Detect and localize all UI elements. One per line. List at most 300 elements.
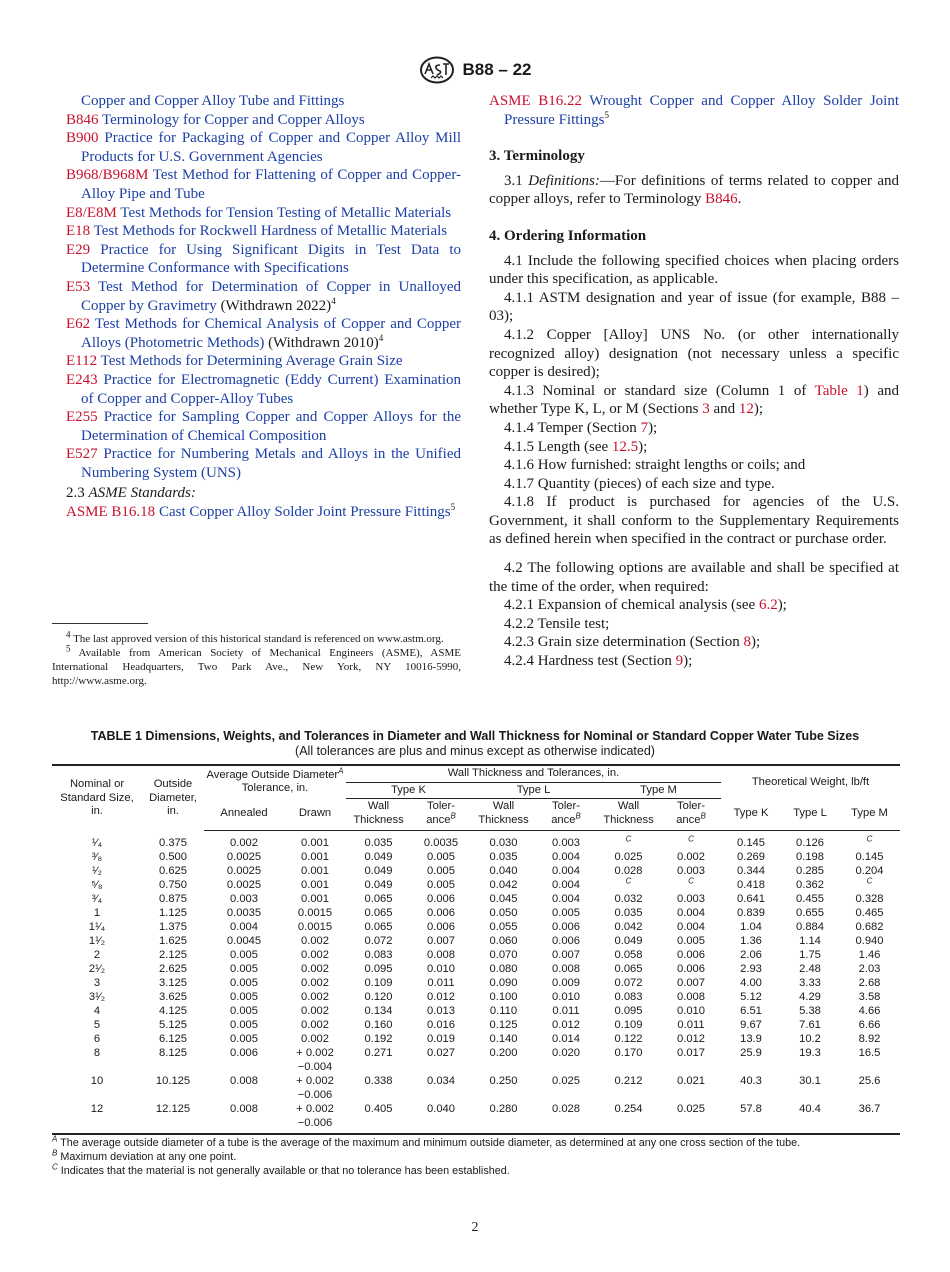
table-cell: 57.8 <box>721 1102 781 1134</box>
table-cell: 0.006 <box>230 1047 258 1059</box>
table-cell: 0.006 <box>427 907 455 919</box>
section-4-heading: 4. Ordering Information <box>489 227 647 244</box>
header-type-k: Type K <box>346 782 471 799</box>
table-row <box>52 1032 900 1046</box>
table-cell: C <box>688 834 694 844</box>
para-3-1: 3.1 Definitions:—For definitions of terms related to copper and copper alloys, refer to Terminology B846. <box>489 172 899 208</box>
table-cell: 0.204 <box>855 865 884 877</box>
table-cell: 4.66 <box>858 1005 881 1017</box>
table-cell: 0.002 <box>301 977 329 989</box>
table-cell: 0.006 <box>427 921 455 933</box>
table-cell: 0.008 <box>552 963 580 975</box>
table-cell: 0.002 <box>301 935 329 947</box>
table-cell: 0.012 <box>427 991 455 1003</box>
section-3-heading: 3. Terminology <box>489 148 585 165</box>
xref-b846[interactable]: B846 <box>705 191 738 208</box>
header-avg-od-tolerance: Average Outside Diameter$^A$ Tolerance, in. <box>204 765 346 799</box>
reference-code[interactable]: E18 <box>66 223 91 240</box>
para-4-1-8: 4.1.8 If product is purchased for agencies of the U.S. Government, it shall conform to the Supplementary Requirements as defined herein when specified in the contract or purchase order. <box>489 494 899 548</box>
reference-title[interactable]: Terminology for Copper and Copper Alloys <box>102 111 365 128</box>
reference-item[interactable] <box>66 445 461 482</box>
xref-12-5[interactable]: 12.5 <box>611 438 639 455</box>
table-cell: 0.083 <box>614 991 643 1003</box>
header-type-l: Type L <box>471 782 596 799</box>
table-cell: 0.049 <box>614 935 643 947</box>
table-cell: 0.641 <box>737 893 765 905</box>
table-row <box>52 990 900 1004</box>
table-cell: 8.92 <box>858 1033 881 1045</box>
table-cell: 0.0025 <box>226 851 262 863</box>
table-cell: 0.109 <box>614 1019 643 1031</box>
table-cell: 2¹⁄₂ <box>88 963 106 975</box>
reference-item[interactable] <box>66 222 461 241</box>
reference-title[interactable]: Cast Copper Alloy Solder Joint Pressure Fittings <box>158 504 451 521</box>
reference-item[interactable] <box>66 315 461 352</box>
table-cell: 2.48 <box>799 963 821 975</box>
header-wall-k: Wall Thickness <box>346 799 411 831</box>
table-cell: 2.03 <box>858 963 881 975</box>
table-cell: 0.042 <box>614 921 643 933</box>
footnote-mark: 4 <box>331 295 336 306</box>
table-cell: 3 <box>93 977 101 989</box>
table-cell: 0.145 <box>855 851 884 863</box>
table-cell: 7.61 <box>799 1019 821 1031</box>
reference-title[interactable]: Test Methods for Determining Average Grain Size <box>100 353 403 370</box>
reference-item[interactable] <box>66 129 461 166</box>
table-cell: 30.1 <box>799 1075 821 1087</box>
table-cell: 0.0015 <box>297 907 333 919</box>
table-cell: 0.280 <box>471 1102 536 1134</box>
table-cell: 3¹⁄₂ <box>88 991 106 1003</box>
table-cell: 1.625 <box>159 935 187 947</box>
reference-title[interactable]: Copper and Copper Alloy Tube and Fittings <box>81 93 345 109</box>
right-column <box>489 92 899 671</box>
table-cell: 1 <box>93 907 101 919</box>
table-cell: 0.001 <box>301 865 329 877</box>
reference-code[interactable]: E53 <box>66 278 91 295</box>
table-cell: 0.007 <box>552 949 580 961</box>
header-wall-l: Wall Thickness <box>471 799 536 831</box>
table-note: $^B$ Maximum deviation at any one point. <box>52 1148 237 1163</box>
reference-code[interactable]: E527 <box>66 446 98 463</box>
table-cell: 0.012 <box>552 1019 580 1031</box>
left-column <box>66 92 461 522</box>
table-cell: 2 <box>93 949 101 961</box>
table-cell: 0.055 <box>489 921 518 933</box>
table-row <box>52 831 900 851</box>
table-cell: 0.005 <box>230 949 258 961</box>
reference-item[interactable] <box>66 352 461 371</box>
table-cell: 0.002 <box>230 837 258 849</box>
table-cell: 0.418 <box>737 879 765 891</box>
reference-title[interactable]: Wrought Copper and Copper Alloy Solder Joint Pressure Fittings <box>504 93 900 128</box>
reference-title[interactable]: Test Method for Flattening of Copper and Copper-Alloy Pipe and Tube <box>81 167 462 202</box>
table-cell: 0.010 <box>677 1005 705 1017</box>
table-cell: 0.028 <box>536 1102 596 1134</box>
para-4-1-7: 4.1.7 Quantity (pieces) of each size and type. <box>504 475 775 492</box>
reference-code[interactable]: E62 <box>66 316 91 333</box>
table-cell: 0.001 <box>301 893 329 905</box>
table-cell: + 0.002 −0.006 <box>284 1102 346 1134</box>
header-weight-l: Type L <box>781 799 839 831</box>
page-number: 2 <box>471 1220 479 1235</box>
xref-table-1[interactable]: Table 1 <box>814 382 864 399</box>
table-cell: 10.125 <box>155 1075 191 1087</box>
table-row <box>52 1046 900 1074</box>
table-cell: 6 <box>93 1033 101 1045</box>
table-cell: 0.006 <box>677 963 705 975</box>
para-4-2-3: 4.2.3 Grain size determination (Section 8); <box>504 634 761 651</box>
table-cell: 0.045 <box>489 893 518 905</box>
table-cell: 0.007 <box>677 977 705 989</box>
table-cell: 0.025 <box>614 851 643 863</box>
table-cell: 0.250 <box>489 1075 518 1087</box>
reference-item[interactable] <box>66 92 461 111</box>
table-cell: 0.008 <box>677 991 705 1003</box>
reference-code[interactable]: E29 <box>66 241 91 258</box>
table-1-notes <box>52 1136 912 1178</box>
table-cell: 0.027 <box>427 1047 455 1059</box>
reference-title[interactable]: Practice for Packaging of Copper and Copper Alloy Mill Products for U.S. Government Agencies <box>81 130 461 165</box>
table-cell: 0.198 <box>796 851 824 863</box>
header-weight-k: Type K <box>721 799 781 831</box>
table-cell: 13.9 <box>740 1033 762 1045</box>
table-cell: 8.125 <box>159 1047 187 1059</box>
table-cell: 0.0015 <box>297 921 333 933</box>
table-cell: 0.016 <box>427 1019 455 1031</box>
table-cell: 0.005 <box>677 935 705 947</box>
table-cell: 0.109 <box>364 977 393 989</box>
table-cell: 0.072 <box>614 977 643 989</box>
table-cell: 1.14 <box>799 935 821 947</box>
table-cell: 1.46 <box>858 949 881 961</box>
table-cell: 5 <box>93 1019 101 1031</box>
table-row <box>52 948 900 962</box>
table-cell: + 0.002 −0.004 <box>296 1047 334 1073</box>
reference-code[interactable]: B846 <box>66 111 99 128</box>
para-4-1-5: 4.1.5 Length (see 12.5); <box>504 438 648 455</box>
table-cell: 0.034 <box>427 1075 455 1087</box>
xref-section-9[interactable]: 9 <box>675 653 684 670</box>
para-4-1-3: 4.1.3 Nominal or standard size (Column 1 of Table 1) and whether Type K, L, or M (Sections 3 and 12); <box>489 382 899 418</box>
reference-item[interactable] <box>66 371 461 408</box>
table-cell: 0.095 <box>614 1005 643 1017</box>
table-cell: 0.285 <box>796 865 824 877</box>
reference-title[interactable]: Practice for Sampling Copper and Copper Alloys for the Determination of Chemical Composition <box>81 409 462 444</box>
table-1-subtitle: (All tolerances are plus and minus except as otherwise indicated) <box>295 744 655 758</box>
table-cell: 1.125 <box>159 907 187 919</box>
reference-code[interactable]: ASME B16.18 <box>66 504 156 521</box>
header-drawn: Drawn <box>284 799 346 831</box>
para-4-2: 4.2 The following options are available and shall be specified at the time of the order, when required: <box>489 560 899 595</box>
reference-code[interactable]: ASME B16.22 <box>489 93 582 109</box>
header-toler-m: Toler-ance$^B$ <box>661 799 721 831</box>
table-cell: 12 <box>52 1102 142 1134</box>
table-cell: 0.072 <box>364 935 393 947</box>
table-cell: 0.013 <box>427 1005 455 1017</box>
table-cell: 6.51 <box>740 1005 762 1017</box>
table-cell: 0.010 <box>427 963 455 975</box>
footnote-mark: 5 <box>450 502 456 513</box>
table-cell: 0.362 <box>796 879 824 891</box>
table-cell: 1¹⁄₄ <box>88 921 106 933</box>
reference-title[interactable]: Test Methods for Rockwell Hardness of Metallic Materials <box>93 223 448 240</box>
table-cell: 1.75 <box>799 949 821 961</box>
reference-title[interactable]: Practice for Electromagnetic (Eddy Current) Examination of Copper and Copper-Alloy Tubes <box>81 371 462 407</box>
table-cell: C <box>625 876 632 886</box>
para-4-1-6: 4.1.6 How furnished: straight lengths or coils; and <box>504 457 806 474</box>
table-cell: 0.328 <box>855 893 884 905</box>
header-wall-group: Wall Thickness and Tolerances, in. <box>346 765 721 782</box>
reference-title[interactable]: Practice for Numbering Metals and Alloys in the Unified Numbering System (UNS) <box>81 446 461 481</box>
reference-item[interactable] <box>66 166 461 203</box>
table-cell: 5.38 <box>799 1005 821 1017</box>
para-4-2-1: 4.2.1 Expansion of chemical analysis (see 6.2); <box>504 597 787 614</box>
table-cell: 0.940 <box>855 935 884 947</box>
reference-item[interactable] <box>66 204 461 223</box>
table-note: $^A$ The average outside diameter of a tube is the average of the maximum and minimum outside diameter, as determined at any one cross section of the tube. <box>52 1134 801 1149</box>
table-cell: C <box>866 834 873 844</box>
table-cell: 0.004 <box>552 879 580 891</box>
table-cell: 0.839 <box>737 907 765 919</box>
table-cell: 0.042 <box>489 879 518 891</box>
table-cell: 0.002 <box>677 851 705 863</box>
table-cell: 0.134 <box>364 1005 393 1017</box>
table-cell: 0.001 <box>301 851 329 863</box>
table-cell: 9.67 <box>740 1019 762 1031</box>
table-cell: 0.006 <box>427 893 455 905</box>
table-cell: 1¹⁄₂ <box>88 935 106 947</box>
table-cell: 2.68 <box>858 977 881 989</box>
table-cell: 0.004 <box>677 907 705 919</box>
header-type-m: Type M <box>596 782 721 799</box>
reference-item[interactable] <box>66 503 461 522</box>
table-cell: 0.008 <box>230 1075 258 1087</box>
table-cell: 0.035 <box>364 837 393 849</box>
table-cell: 0.002 <box>301 963 329 975</box>
table-cell: 0.0035 <box>423 837 459 849</box>
table-cell: 0.035 <box>489 851 518 863</box>
table-cell: ³⁄₈ <box>91 851 103 863</box>
table-cell: 0.003 <box>230 893 258 905</box>
table-cell: 1.375 <box>159 921 187 933</box>
xref-6-2[interactable]: 6.2 <box>758 597 778 614</box>
reference-code[interactable]: E255 <box>66 409 98 426</box>
table-cell: 0.005 <box>552 907 580 919</box>
reference-note: (Withdrawn 2022) <box>220 297 332 314</box>
table-cell: 2.93 <box>740 963 762 975</box>
footnote-mark: 5 <box>604 109 609 120</box>
table-cell: 0.002 <box>301 1019 329 1031</box>
header-weight-m: Type M <box>839 799 900 831</box>
table-cell: 0.100 <box>489 991 518 1003</box>
table-cell: 4.29 <box>799 991 821 1003</box>
table-row <box>52 906 900 920</box>
table-row <box>52 878 900 892</box>
table-row <box>52 1074 900 1102</box>
table-cell: 25.9 <box>740 1047 762 1059</box>
table-cell: 0.200 <box>489 1047 518 1059</box>
table-cell: 0.030 <box>489 837 518 849</box>
table-cell: 0.001 <box>301 837 329 849</box>
table-cell: 0.006 <box>552 921 580 933</box>
table-note: $^C$ Indicates that the material is not generally available or that no tolerance has been established. <box>52 1162 510 1177</box>
table-cell: 0.032 <box>614 893 643 905</box>
table-cell: 0.005 <box>230 1033 258 1045</box>
table-cell: 0.004 <box>552 893 580 905</box>
table-cell: 0.006 <box>677 949 705 961</box>
xref-section-12[interactable]: 12 <box>738 401 754 418</box>
reference-item[interactable] <box>66 408 461 445</box>
table-cell: 0.002 <box>301 949 329 961</box>
table-cell: 4 <box>93 1005 101 1017</box>
table-cell: ⁵⁄₈ <box>91 879 103 891</box>
table-1 <box>52 764 900 1135</box>
header-outside-diameter: Outside Diameter, in. <box>142 765 204 831</box>
xref-section-7[interactable]: 7 <box>640 419 649 436</box>
table-cell: 0.065 <box>364 907 393 919</box>
table-cell: 0.125 <box>489 1019 518 1031</box>
table-cell: ¹⁄₂ <box>92 865 102 877</box>
table-cell: 0.070 <box>489 949 518 961</box>
table-cell: 0.344 <box>737 865 765 877</box>
table-cell: 0.682 <box>855 921 884 933</box>
table-cell: 36.7 <box>839 1102 900 1134</box>
table-cell: 0.065 <box>364 893 393 905</box>
table-cell: 0.019 <box>427 1033 455 1045</box>
table-cell: 0.083 <box>364 949 393 961</box>
table-cell: 4.125 <box>159 1005 187 1017</box>
reference-code[interactable]: E243 <box>66 371 98 388</box>
table-cell: 16.5 <box>858 1047 881 1059</box>
reference-code[interactable]: B968/B968M <box>66 167 149 184</box>
table-cell: 0.014 <box>552 1033 580 1045</box>
table-cell: 0.750 <box>159 879 187 891</box>
footnote-divider <box>52 623 148 624</box>
table-cell: 10.2 <box>799 1033 821 1045</box>
table-cell: 0.126 <box>796 837 824 849</box>
table-row <box>52 976 900 990</box>
reference-code[interactable]: E8/E8M <box>66 204 117 221</box>
table-cell: 0.010 <box>552 991 580 1003</box>
table-cell: 0.005 <box>230 1005 258 1017</box>
table-cell: 5.125 <box>159 1019 187 1031</box>
table-cell: 0.049 <box>364 879 393 891</box>
table-cell: 0.338 <box>364 1075 393 1087</box>
table-cell: 0.465 <box>855 907 884 919</box>
table-row <box>52 920 900 934</box>
reference-title[interactable]: Practice for Using Significant Digits in Test Data to Determine Conformance with Specifications <box>81 241 461 277</box>
table-cell: C <box>866 876 873 886</box>
table-row <box>52 962 900 976</box>
table-cell: 0.008 <box>204 1102 284 1134</box>
reference-code[interactable]: B900 <box>66 130 99 147</box>
para-4-2-2: 4.2.2 Tensile test; <box>504 615 610 632</box>
table-cell: 0.120 <box>364 991 393 1003</box>
table-cell: 12.125 <box>142 1102 204 1134</box>
table-cell: 0.005 <box>427 879 455 891</box>
reference-note: (Withdrawn 2010) <box>268 334 379 351</box>
reference-asme-b16-22[interactable] <box>489 92 899 129</box>
table-cell: 0.145 <box>737 837 765 849</box>
table-cell: 19.3 <box>799 1047 821 1059</box>
table-cell: 0.004 <box>552 851 580 863</box>
table-cell: 0.065 <box>364 921 393 933</box>
header-toler-k: Toler-ance$^B$ <box>411 799 471 831</box>
table-row <box>52 934 900 948</box>
reference-item[interactable] <box>66 241 461 278</box>
table-cell: 0.028 <box>614 865 643 877</box>
page-header <box>0 56 950 84</box>
table-cell: 0.002 <box>301 991 329 1003</box>
table-cell: 0.002 <box>301 1005 329 1017</box>
table-cell: ¹⁄₄ <box>91 836 103 849</box>
table-cell: 3.33 <box>799 977 821 989</box>
table-cell: 8 <box>93 1047 101 1059</box>
asme-standards-heading: 2.3 ASME Standards: <box>66 485 196 502</box>
table-cell: 0.655 <box>796 907 824 919</box>
table-cell: 0.025 <box>661 1102 721 1134</box>
table-row <box>52 892 900 906</box>
table-cell: 0.005 <box>427 851 455 863</box>
table-cell: 0.005 <box>427 865 455 877</box>
table-cell: 0.005 <box>230 963 258 975</box>
table-row <box>52 864 900 878</box>
table-cell: 4.00 <box>740 977 762 989</box>
table-cell: 1.04 <box>740 921 762 933</box>
para-4-1: 4.1 Include the following specified choices when placing orders under this specification, as applicable. <box>489 252 899 288</box>
table-cell: 3.58 <box>858 991 881 1003</box>
xref-section-3[interactable]: 3 <box>702 401 710 418</box>
table-cell: 0.002 <box>301 1033 329 1045</box>
table-cell: 0.122 <box>614 1033 643 1045</box>
table-cell: 0.005 <box>230 977 258 989</box>
reference-title[interactable]: Test Methods for Tension Testing of Metallic Materials <box>120 204 452 221</box>
table-cell: 0.011 <box>427 977 455 989</box>
footnote: $^5$ Available from American Society of Mechanical Engineers (ASME), ASME International Headquarters, Two Park Ave., New York, NY 10016-5990, http://www.asme.org. <box>52 643 461 687</box>
table-row <box>52 1018 900 1032</box>
reference-item[interactable] <box>66 111 461 130</box>
table-row <box>52 850 900 864</box>
table-cell: 0.025 <box>552 1075 580 1087</box>
xref-section-8[interactable]: 8 <box>743 634 752 651</box>
table-cell: 0.095 <box>364 963 393 975</box>
table-cell: 0.017 <box>677 1047 705 1059</box>
para-4-1-2: 4.1.2 Copper [Alloy] UNS No. (or other internationally recognized alloy) designation (not necessary unless a specific copper is desired); <box>489 326 899 381</box>
table-cell: 0.375 <box>159 836 187 849</box>
table-cell: 0.011 <box>677 1019 705 1031</box>
table-cell: 6.66 <box>858 1019 881 1031</box>
table-cell: 1.36 <box>740 935 762 947</box>
table-cell: 0.500 <box>159 851 187 863</box>
table-cell: 0.065 <box>614 963 643 975</box>
reference-code[interactable]: E112 <box>66 353 98 370</box>
table-cell: 0.0045 <box>226 935 262 947</box>
table-cell: 0.0025 <box>226 865 262 877</box>
table-cell: 0.003 <box>552 837 580 849</box>
table-cell: 0.0025 <box>226 879 262 891</box>
footnotes <box>52 629 461 688</box>
table-cell: 2.125 <box>159 949 187 961</box>
header-nominal-size: Nominal or Standard Size, in. <box>52 765 142 831</box>
table-cell: 0.875 <box>159 893 187 905</box>
footnote-mark: 4 <box>378 332 384 343</box>
table-cell: 0.003 <box>677 865 705 877</box>
reference-title[interactable]: Test Methods for Chemical Analysis of Copper and Copper Alloys (Photometric Methods) <box>81 316 462 351</box>
reference-title[interactable]: Test Method for Determination of Copper in Unalloyed Copper by Gravimetry <box>81 278 462 314</box>
reference-item[interactable] <box>66 278 461 315</box>
table-cell: 0.049 <box>364 865 393 877</box>
